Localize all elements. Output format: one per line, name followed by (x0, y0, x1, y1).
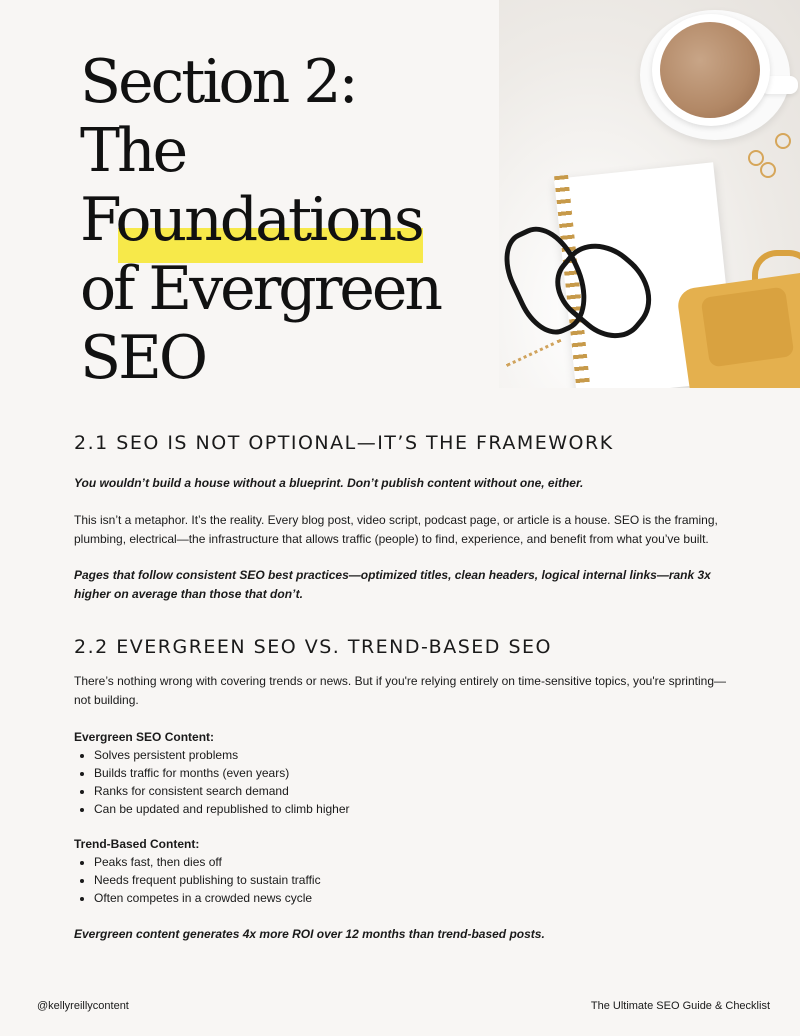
footer-handle: @kellyreillycontent (37, 1000, 129, 1012)
list-label: Trend-Based Content: (74, 837, 200, 851)
section-heading: 2.2 EVERGREEN SEO VS. TREND-BASED SEO (74, 636, 552, 658)
ring-icon (760, 162, 776, 178)
section-stat: Evergreen content generates 4x more ROI over 12 months than trend-based posts. (74, 927, 545, 941)
section-body: This isn’t a metaphor. It’s the reality. Every blog post, video script, podcast page, or article is a house. SEO is the framing, plumbing, electrical—the infrastructure that allows traffic (people) to find, experience, and benefit from what you’ve built. (74, 513, 718, 546)
list-label: Evergreen SEO Content: (74, 730, 215, 744)
section-intro: You wouldn’t build a house without a blueprint. Don’t publish content without one, either. (74, 476, 584, 490)
list-item: • Peaks fast, then dies off (94, 853, 734, 871)
handbag-flap-icon (701, 286, 795, 367)
evergreen-list (74, 746, 734, 818)
title-line: Foundations (80, 185, 422, 255)
page-title (80, 48, 490, 393)
chain-icon (506, 339, 574, 388)
footer-doc-title: The Ultimate SEO Guide & Checklist (590, 1000, 770, 1012)
list-item: • Ranks for consistent search demand (94, 782, 734, 800)
title-line: Section 2: (80, 47, 356, 117)
list-item: • Builds traffic for months (even years) (94, 764, 734, 782)
section-intro: There’s nothing wrong with covering trends or news. But if you're relying entirely on time-sensitive topics, you're sprinting—not building. (74, 674, 726, 707)
section-stat: Pages that follow consistent SEO best practices—optimized titles, clean headers, logical internal links—rank 3x higher on average than those that don’t. (74, 568, 711, 601)
list-item: • Can be updated and republished to climb higher (94, 800, 734, 818)
title-line: of Evergreen (80, 254, 441, 324)
section-heading: 2.1 SEO IS NOT OPTIONAL—IT’S THE FRAMEWORK (74, 432, 614, 454)
trend-list (74, 853, 734, 907)
coffee-icon (660, 22, 760, 118)
list-item: • Needs frequent publishing to sustain traffic (94, 871, 734, 889)
list-item: • Solves persistent problems (94, 746, 734, 764)
title-line: The (80, 116, 186, 186)
content (74, 428, 734, 944)
title-line: SEO (80, 323, 206, 393)
ring-icon (775, 133, 791, 149)
list-item: • Often competes in a crowded news cycle (94, 889, 734, 907)
